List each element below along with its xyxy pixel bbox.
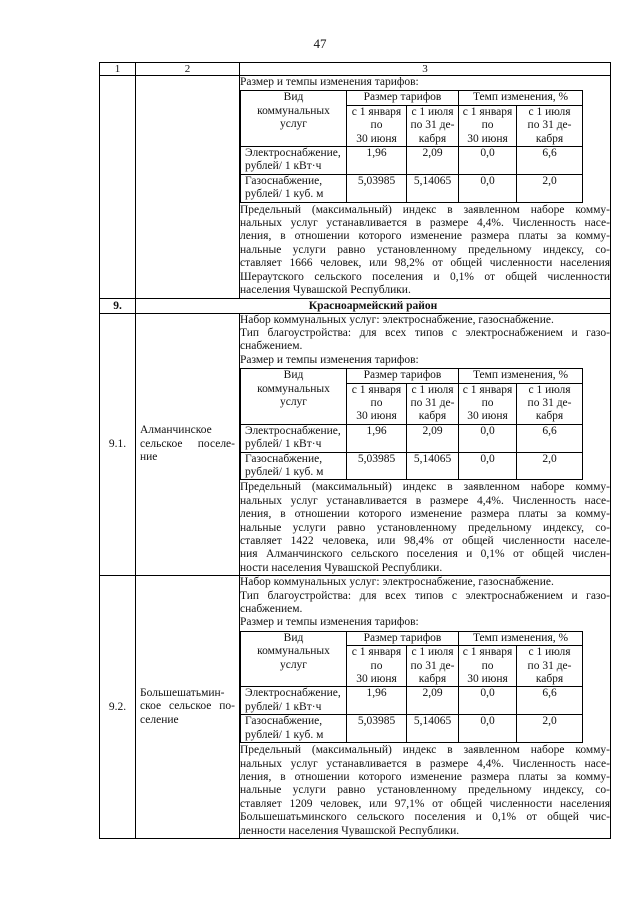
name-line: ское сельское по- [140, 700, 235, 713]
text-line: нальные услуги равно установленному предельному индексу, со- [240, 521, 610, 534]
name-line: Большешатьмин- [140, 686, 225, 699]
service-name: Газоснабжение, рублей/ 1 куб. м [241, 174, 347, 202]
text-line: ния Алманчинского сельского поселения и 0,1% от общей числен- [240, 548, 610, 561]
tariff-header-row [241, 369, 583, 383]
text-line: ставляет 1422 человека, или 98,4% от общей численности населе- [240, 535, 610, 547]
period-header: с 1 января по 30 июня [459, 646, 517, 687]
tariff-value: 6,6 [517, 147, 583, 175]
tariff-value: 0,0 [459, 147, 517, 175]
period-header: с 1 января по 30 июня [459, 383, 517, 424]
text-line: Шераутского сельского поселения и 0,1% от общей численности [240, 270, 610, 283]
period-header: с 1 января по 30 июня [347, 383, 407, 424]
tariff-size-header: Размер тарифов [347, 369, 459, 383]
tariff-value: 2,0 [517, 174, 583, 202]
service-type-header: Вид коммунальных услуг [241, 369, 347, 425]
tariff-table-slot [240, 631, 610, 743]
service-name: Электроснабжение, рублей/ 1 кВт·ч [241, 147, 347, 175]
tariff-value: 2,0 [517, 715, 583, 743]
settlement-name [136, 576, 240, 839]
tariff-header-row [241, 631, 583, 645]
tariff-value: 5,14065 [407, 715, 459, 743]
period-header: с 1 января по 30 июня [347, 646, 407, 687]
tariff-row [241, 424, 583, 452]
header-col-2: 2 [136, 63, 240, 76]
service-name: Газоснабжение, рублей/ 1 куб. м [241, 452, 347, 480]
tariff-table [240, 90, 583, 202]
change-rate-header: Темп изменения, % [459, 91, 583, 105]
tariff-header-row [241, 91, 583, 105]
text-line: нальные услуги равно установленному предельному индексу, со- [240, 784, 610, 797]
text-line: ления, в отношении которого изменение размера платы за комму- [240, 770, 610, 783]
text-line: Тип благоустройства: для всех типов с электроснабжением и газо- [240, 589, 610, 602]
tariff-row [241, 687, 583, 715]
item-number: 9.1. [100, 313, 136, 576]
tariff-intro: Размер и темпы изменения тарифов: [240, 76, 419, 88]
row-item-2 [100, 576, 611, 839]
tariff-value: 5,03985 [347, 715, 407, 743]
period-header: с 1 июля по 31 де- кабря [517, 105, 583, 146]
tariff-value: 0,0 [459, 452, 517, 480]
main-table [99, 62, 611, 839]
content-top [240, 76, 611, 299]
text-line: снабжением. [240, 340, 303, 353]
section-title: Красноармейский район [136, 298, 611, 313]
tariff-value: 5,03985 [347, 452, 407, 480]
section-number: 9. [100, 298, 136, 313]
tariff-value: 2,09 [407, 687, 459, 715]
page-number: 47 [313, 36, 327, 51]
limit-text [240, 204, 610, 298]
text-line: ставляет 1209 человек, или 97,1% от общей численности населения [240, 797, 610, 810]
tariff-value: 6,6 [517, 424, 583, 452]
service-name: Электроснабжение, рублей/ 1 кВт·ч [241, 424, 347, 452]
text-line: нальных услуг устанавливается в размере 4,4%. Численность насе- [240, 494, 610, 507]
tariff-row [241, 147, 583, 175]
tariff-row [241, 715, 583, 743]
name-line: Алманчинское [140, 424, 212, 437]
tariff-value: 1,96 [347, 147, 407, 175]
text-line: ности населения Чувашской Республики. [240, 561, 443, 574]
tariff-value: 2,09 [407, 147, 459, 175]
limit-text [240, 481, 610, 575]
row-top [100, 76, 611, 299]
services-set: Набор коммунальных услуг: электроснабжение, газоснабжение. [240, 313, 554, 326]
tariff-table-slot [240, 90, 610, 202]
period-header: с 1 января по 30 июня [347, 105, 407, 146]
settlement-name [136, 313, 240, 576]
name-line: ние [140, 451, 158, 464]
tariff-value: 1,96 [347, 687, 407, 715]
period-header: с 1 июля по 31 де- кабря [517, 383, 583, 424]
content-item-2 [240, 576, 611, 839]
tariff-value: 5,14065 [407, 452, 459, 480]
text-line: ления, в отношении которого изменение размера платы за комму- [240, 230, 610, 243]
content-item-1 [240, 313, 611, 576]
period-header: с 1 июля по 31 де- кабря [407, 383, 459, 424]
tariff-value: 0,0 [459, 715, 517, 743]
text-line: нальные услуги равно установленному предельному индексу, со- [240, 243, 610, 256]
text-line: ставляет 1666 человек, или 98,2% от общей численности населения [240, 257, 610, 270]
text-line: нальных услуг устанавливается в размере 4,4%. Численность насе- [240, 757, 610, 770]
tariff-value: 0,0 [459, 687, 517, 715]
service-name: Газоснабжение, рублей/ 1 куб. м [241, 715, 347, 743]
text-line: ления, в отношении которого изменение размера платы за комму- [240, 508, 610, 521]
improvement-type [240, 590, 610, 617]
tariff-table [240, 631, 583, 743]
text-line: Предельный (максимальный) индекс в заявленном наборе комму- [240, 744, 610, 757]
service-type-header: Вид коммунальных услуг [241, 91, 347, 147]
period-header: с 1 июля по 31 де- кабря [407, 646, 459, 687]
change-rate-header: Темп изменения, % [459, 631, 583, 645]
services-set: Набор коммунальных услуг: электроснабжение, газоснабжение. [240, 576, 554, 589]
header-col-1: 1 [100, 63, 136, 76]
text-line: Предельный (максимальный) индекс в заявленном наборе комму- [240, 481, 610, 494]
tariff-size-header: Размер тарифов [347, 631, 459, 645]
tariff-intro: Размер и темпы изменения тарифов: [240, 616, 419, 629]
tariff-table-slot [240, 368, 610, 480]
tariff-row [241, 174, 583, 202]
header-col-3: 3 [240, 63, 611, 76]
improvement-type [240, 327, 610, 354]
tariff-value: 1,96 [347, 424, 407, 452]
header-row [100, 63, 611, 76]
period-header: с 1 января по 30 июня [459, 105, 517, 146]
tariff-intro: Размер и темпы изменения тарифов: [240, 353, 419, 366]
section-row [100, 298, 611, 313]
tariff-row [241, 452, 583, 480]
period-header: с 1 июля по 31 де- кабря [517, 646, 583, 687]
tariff-value: 6,6 [517, 687, 583, 715]
text-line: Большешатьминского сельского поселения и 0,1% от общей чис- [240, 811, 610, 824]
tariff-size-header: Размер тарифов [347, 91, 459, 105]
text-line: снабжением. [240, 603, 303, 616]
text-line: Тип благоустройства: для всех типов с электроснабжением и газо- [240, 326, 610, 339]
text-line: нальных услуг устанавливается в размере 4,4%. Численность насе- [240, 217, 610, 230]
tariff-value: 5,14065 [407, 174, 459, 202]
name-line: селение [140, 713, 179, 726]
text-line: Предельный (максимальный) индекс в заявленном наборе комму- [240, 203, 610, 216]
tariff-value: 0,0 [459, 424, 517, 452]
tariff-value: 0,0 [459, 174, 517, 202]
tariff-value: 2,09 [407, 424, 459, 452]
service-name: Электроснабжение, рублей/ 1 кВт·ч [241, 687, 347, 715]
tariff-value: 2,0 [517, 452, 583, 480]
row-item-1 [100, 313, 611, 576]
tariff-value: 5,03985 [347, 174, 407, 202]
text-line: населения Чувашской Республики. [240, 284, 411, 297]
change-rate-header: Темп изменения, % [459, 369, 583, 383]
name-line: сельское поселе- [140, 437, 235, 450]
item-number: 9.2. [100, 576, 136, 839]
service-type-header: Вид коммунальных услуг [241, 631, 347, 687]
limit-text [240, 744, 610, 838]
text-line: ленности населения Чувашской Республики. [240, 824, 460, 837]
period-header: с 1 июля по 31 де- кабря [407, 105, 459, 146]
tariff-table [240, 368, 583, 480]
